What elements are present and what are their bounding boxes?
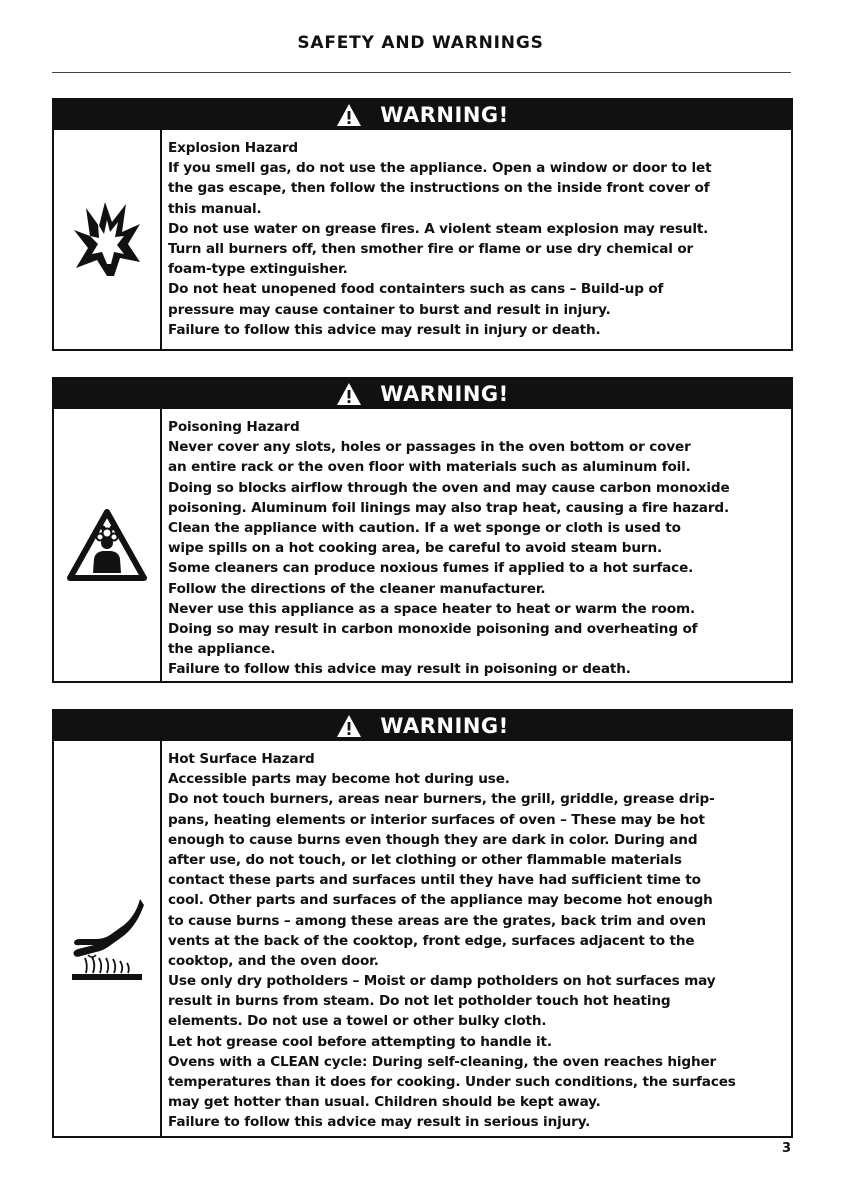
pictogram-cell bbox=[54, 409, 162, 681]
warning-line: Use only dry potholders – Moist or damp potholders on hot surfaces may bbox=[168, 973, 716, 990]
warning-line: Do not heat unopened food containters such as cans – Build-up of bbox=[168, 281, 664, 298]
warning-text bbox=[162, 130, 791, 349]
pictogram-cell bbox=[54, 130, 162, 349]
warning-line: Doing so blocks airflow through the oven and may cause carbon monoxide bbox=[168, 479, 730, 496]
warning-line: Ovens with a CLEAN cycle: During self-cleaning, the oven reaches higher bbox=[168, 1053, 717, 1070]
warning-line: foam-type extinguisher. bbox=[168, 261, 348, 278]
warning-header-label: WARNING! bbox=[380, 103, 509, 127]
warning-header bbox=[54, 379, 791, 409]
warning-line: Do not use water on grease fires. A violent steam explosion may result. bbox=[168, 220, 709, 237]
warning-line: this manual. bbox=[168, 200, 262, 217]
warning-line: Failure to follow this advice may result in serious injury. bbox=[168, 1114, 591, 1131]
warning-line: pressure may cause container to burst and result in injury. bbox=[168, 301, 611, 318]
warning-line: may get hotter than usual. Children should be kept away. bbox=[168, 1094, 601, 1111]
warning-text bbox=[162, 741, 791, 1136]
warning-line: contact these parts and surfaces until they have had sufficient time to bbox=[168, 872, 701, 889]
warning-triangle-icon bbox=[336, 714, 362, 738]
pictogram-cell bbox=[54, 741, 162, 1136]
title-divider bbox=[52, 72, 791, 73]
hazard-title: Explosion Hazard bbox=[168, 140, 298, 156]
warning-line: If you smell gas, do not use the appliance. Open a window or door to let bbox=[168, 160, 712, 177]
warning-line: elements. Do not use a towel or other bulky cloth. bbox=[168, 1013, 547, 1030]
warning-line: Never use this appliance as a space heater to heat or warm the room. bbox=[168, 600, 696, 617]
toxic-gas-icon bbox=[67, 509, 147, 581]
warning-line: Follow the directions of the cleaner manufacturer. bbox=[168, 580, 546, 597]
warning-line: the appliance. bbox=[168, 641, 276, 658]
hazard-title: Hot Surface Hazard bbox=[168, 751, 315, 767]
warning-line: Do not touch burners, areas near burners, the grill, griddle, grease drip- bbox=[168, 791, 715, 808]
warning-line: wipe spills on a hot cooking area, be careful to avoid steam burn. bbox=[168, 540, 662, 557]
warning-line: Never cover any slots, holes or passages in the oven bottom or cover bbox=[168, 439, 691, 456]
explosion-icon bbox=[72, 202, 142, 278]
warning-box-explosion bbox=[52, 98, 793, 351]
warning-line: Failure to follow this advice may result in poisoning or death. bbox=[168, 661, 631, 678]
warning-box-poisoning bbox=[52, 377, 793, 683]
hot-surface-icon bbox=[66, 897, 148, 981]
warning-header-label: WARNING! bbox=[380, 382, 509, 406]
warning-line: an entire rack or the oven floor with materials such as aluminum foil. bbox=[168, 459, 691, 476]
warning-line: temperatures than it does for cooking. Under such conditions, the surfaces bbox=[168, 1074, 736, 1090]
page-title: SAFETY AND WARNINGS bbox=[297, 33, 544, 53]
warning-line: Clean the appliance with caution. If a wet sponge or cloth is used to bbox=[168, 519, 681, 536]
warning-line: Let hot grease cool before attempting to handle it. bbox=[168, 1033, 552, 1050]
hazard-title: Poisoning Hazard bbox=[168, 419, 300, 435]
warning-line: poisoning. Aluminum foil linings may also trap heat, causing a fire hazard. bbox=[168, 499, 729, 516]
warning-line: enough to cause burns even though they are dark in color. During and bbox=[168, 831, 698, 848]
warning-line: after use, do not touch, or let clothing or other flammable materials bbox=[168, 851, 682, 868]
warning-line: to cause burns – among these areas are the grates, back trim and oven bbox=[168, 912, 706, 929]
warning-header bbox=[54, 711, 791, 741]
warning-box-hot-surface bbox=[52, 709, 793, 1138]
warning-line: Accessible parts may become hot during use. bbox=[168, 771, 510, 788]
warning-line: Failure to follow this advice may result in injury or death. bbox=[168, 321, 601, 338]
warning-triangle-icon bbox=[336, 103, 362, 127]
warning-triangle-icon bbox=[336, 382, 362, 406]
warning-line: cool. Other parts and surfaces of the appliance may become hot enough bbox=[168, 892, 713, 909]
warning-header-label: WARNING! bbox=[380, 714, 509, 738]
warning-line: result in burns from steam. Do not let potholder touch hot heating bbox=[168, 993, 671, 1010]
warning-line: the gas escape, then follow the instructions on the inside front cover of bbox=[168, 180, 710, 197]
warning-line: Some cleaners can produce noxious fumes if applied to a hot surface. bbox=[168, 560, 694, 577]
warning-text bbox=[162, 409, 791, 681]
warning-line: cooktop, and the oven door. bbox=[168, 952, 379, 969]
warning-line: Turn all burners off, then smother fire or flame or use dry chemical or bbox=[168, 240, 694, 257]
warning-line: Doing so may result in carbon monoxide poisoning and overheating of bbox=[168, 620, 698, 637]
page-number: 3 bbox=[782, 1141, 792, 1156]
warning-line: vents at the back of the cooktop, front edge, surfaces adjacent to the bbox=[168, 932, 695, 949]
warning-header bbox=[54, 100, 791, 130]
warning-line: pans, heating elements or interior surfaces of oven – These may be hot bbox=[168, 811, 705, 828]
